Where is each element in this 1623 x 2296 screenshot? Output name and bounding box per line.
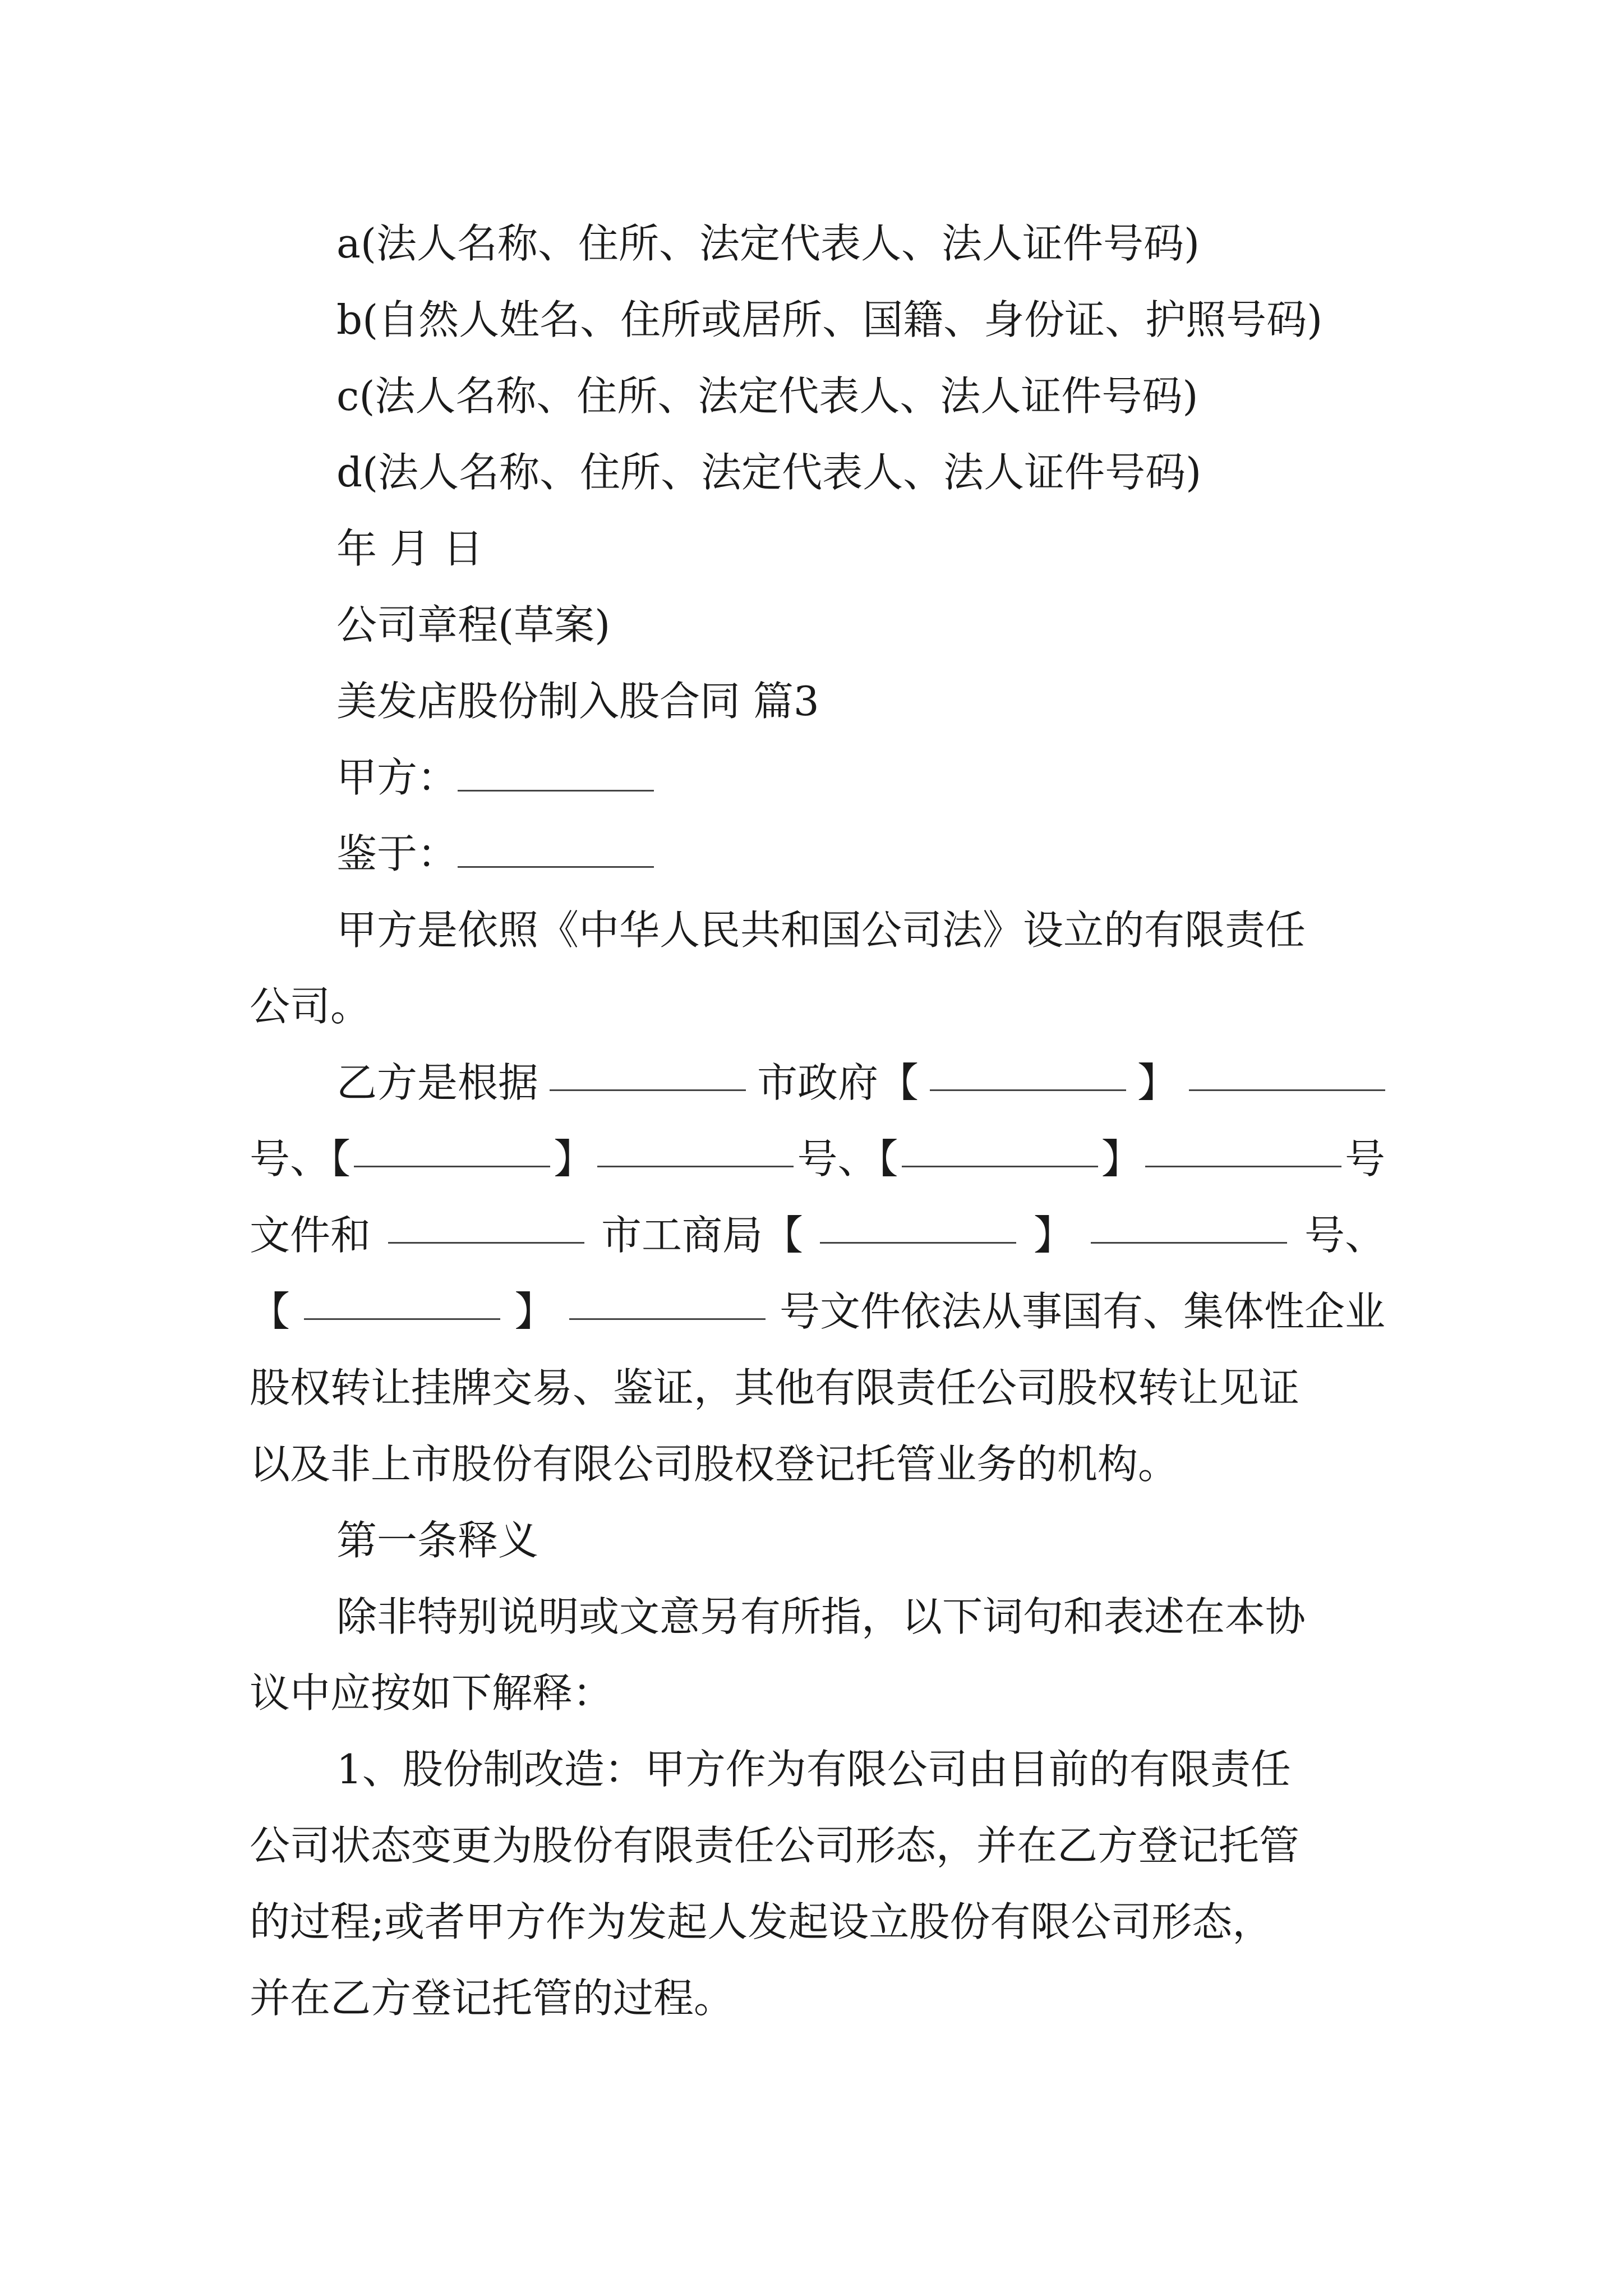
blank-line	[569, 1285, 766, 1320]
text-run: 号文件依法从事国有、集体性企业	[779, 1288, 1385, 1335]
whereas-field	[336, 827, 654, 881]
blank-line	[902, 1132, 1098, 1167]
blank-line	[930, 1056, 1126, 1091]
text-run: 】	[1101, 1135, 1142, 1182]
date-line: 年 月 日	[336, 525, 483, 572]
blank-line	[597, 1132, 794, 1167]
blank-line	[304, 1285, 500, 1320]
paragraph-line: 股权转让挂牌交易、鉴证，其他有限责任公司股权转让见证	[250, 1364, 1300, 1411]
party-c-line: c(法人名称、住所、法定代表人、法人证件号码)	[336, 372, 1198, 420]
text-run: 】	[514, 1288, 555, 1335]
charter-title: 公司章程(草案)	[336, 601, 611, 648]
definition-item: 1、股份制改造：甲方作为有限公司由目前的有限责任	[336, 1746, 1291, 1793]
paragraph-line: 除非特别说明或文意另有所指，以下词句和表述在本协	[336, 1593, 1306, 1640]
party-a-line: a(法人名称、住所、法定代表人、法人证件号码)	[336, 220, 1200, 267]
party-d-line: d(法人名称、住所、法定代表人、法人证件号码)	[336, 449, 1202, 496]
article-heading: 第一条释义	[336, 1517, 539, 1564]
blank-line	[550, 1056, 746, 1091]
blank-line	[1189, 1056, 1385, 1091]
text-run: 】	[1033, 1212, 1074, 1259]
text-run: 号、	[1304, 1212, 1385, 1259]
business-scope-line	[250, 1285, 1385, 1338]
party-b-basis-line	[336, 1056, 1385, 1110]
blank-line	[354, 1132, 550, 1167]
text-run: 文件和	[250, 1212, 371, 1259]
blank-line	[458, 756, 654, 792]
text-run: 】	[554, 1135, 594, 1182]
paragraph-line: 甲方是依照《中华人民共和国公司法》设立的有限责任	[336, 907, 1306, 954]
text-run: 号、【	[797, 1135, 898, 1182]
document-and-bureau-line	[250, 1208, 1385, 1262]
contract-title: 美发店股份制入股合同 篇3	[336, 678, 819, 725]
paragraph-line: 的过程;或者甲方作为发起人发起设立股份有限公司形态，	[250, 1898, 1273, 1945]
blank-line	[1145, 1132, 1341, 1167]
text-run: 【	[250, 1288, 291, 1335]
blank-line	[388, 1208, 584, 1244]
paragraph-line: 并在乙方登记托管的过程。	[250, 1975, 735, 2022]
blank-line	[820, 1208, 1016, 1244]
text-run: 】	[1137, 1059, 1178, 1106]
text-run: 市政府【	[757, 1059, 919, 1106]
document-number-line	[250, 1132, 1385, 1186]
paragraph-line: 公司状态变更为股份有限责任公司形态，并在乙方登记托管	[250, 1822, 1300, 1869]
party-a-label: 甲方：	[336, 754, 458, 801]
paragraph-line: 公司。	[250, 983, 371, 1030]
party-b-line: b(自然人姓名、住所或居所、国籍、身份证、护照号码)	[336, 296, 1323, 343]
paragraph-line: 以及非上市股份有限公司股权登记托管业务的机构。	[250, 1441, 1179, 1488]
paragraph-line: 议中应按如下解释：	[250, 1669, 614, 1717]
text-run: 市工商局【	[601, 1212, 803, 1259]
blank-line	[1091, 1208, 1287, 1244]
whereas-label: 鉴于：	[336, 830, 458, 877]
text-run: 号、【	[250, 1135, 351, 1182]
blank-line	[458, 832, 654, 868]
party-a-field	[336, 751, 654, 804]
text-run: 乙方是根据	[336, 1059, 539, 1106]
text-run: 号	[1344, 1135, 1385, 1182]
